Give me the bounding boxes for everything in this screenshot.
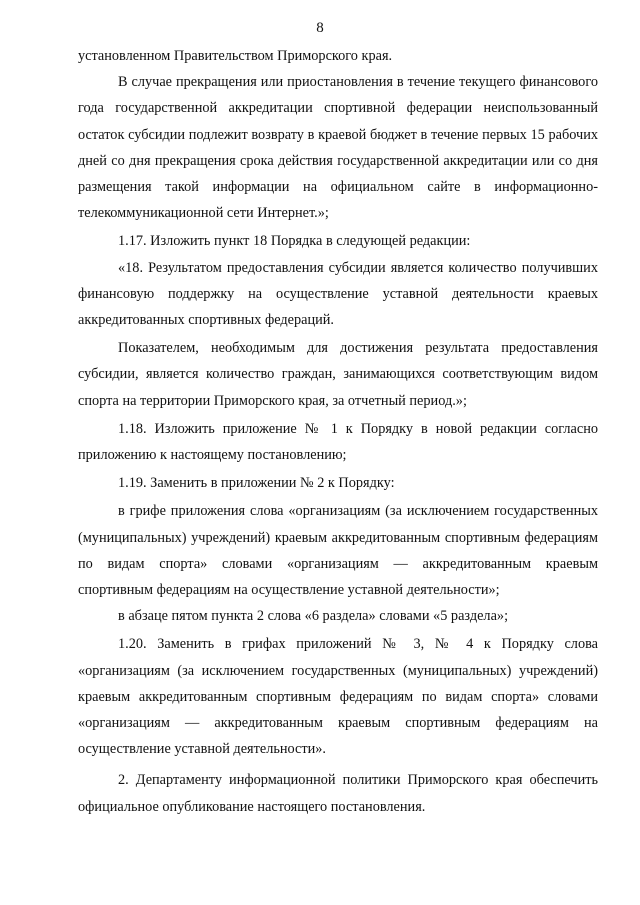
paragraph-result-18: «18. Результатом предоставления субсидии является количество получивших финансовую поддержку на осуществление уставной деятельности краевых аккредитованных спортивных федераций. [78, 259, 598, 329]
document-body [78, 43, 598, 820]
page-number: 8 [316, 20, 324, 36]
paragraph-indicator: Показателем, необходимым для достижения результата предоставления субсидии, является количество граждан, занимающихся соответствующим видом спорта на территории Приморского края, за отчетный период.»; [78, 340, 598, 409]
paragraph-item-2: 2. Департаменту информационной политики Приморского края обеспечить официальное опубликование настоящего постановления. [78, 772, 598, 815]
paragraph-item-1-20: 1.20. Заменить в грифах приложений № 3, № 4 к Порядку слова «организациям (за исключением государственных (муниципальных) учреждений) краевым аккредитованным спортивным федерациям по видам спорта» словами «организациям — аккредитованным краевым спортивным федерациям на осуществление уставной деятельности». [78, 636, 598, 758]
paragraph-item-1-17: 1.17. Изложить пункт 18 Порядка в следующей редакции: [118, 233, 471, 250]
paragraph-item-1-19: 1.19. Заменить в приложении № 2 к Порядку: [118, 475, 395, 492]
paragraph-gryph-replacement: в грифе приложения слова «организациям (за исключением государственных (муниципальных) учреждений) краевым аккредитованным спортивным федерациям по видам спорта» словами «организациям — аккредитованным краевым спортивным федерациям на осуществление уставной деятельности»; [78, 503, 598, 599]
paragraph-subsidy-refund: В случае прекращения или приостановления в течение текущего финансового года государственной аккредитации спортивной федерации неиспользованный остаток субсидии подлежит возврату в краевой бюджет в течение первых 15 рабочих дней со дня прекращения срока действия государственной аккредитации или со дня размещения такой информации на официальном сайте в информационно-телекоммуникационной сети Интернет.»; [78, 74, 598, 222]
paragraph-section-replacement: в абзаце пятом пункта 2 слова «6 раздела» словами «5 раздела»; [118, 608, 509, 625]
paragraph-item-1-18: 1.18. Изложить приложение № 1 к Порядку в новой редакции согласно приложению к настоящему постановлению; [78, 420, 598, 464]
paragraph-continuation: установленном Правительством Приморского края. [78, 48, 393, 64]
